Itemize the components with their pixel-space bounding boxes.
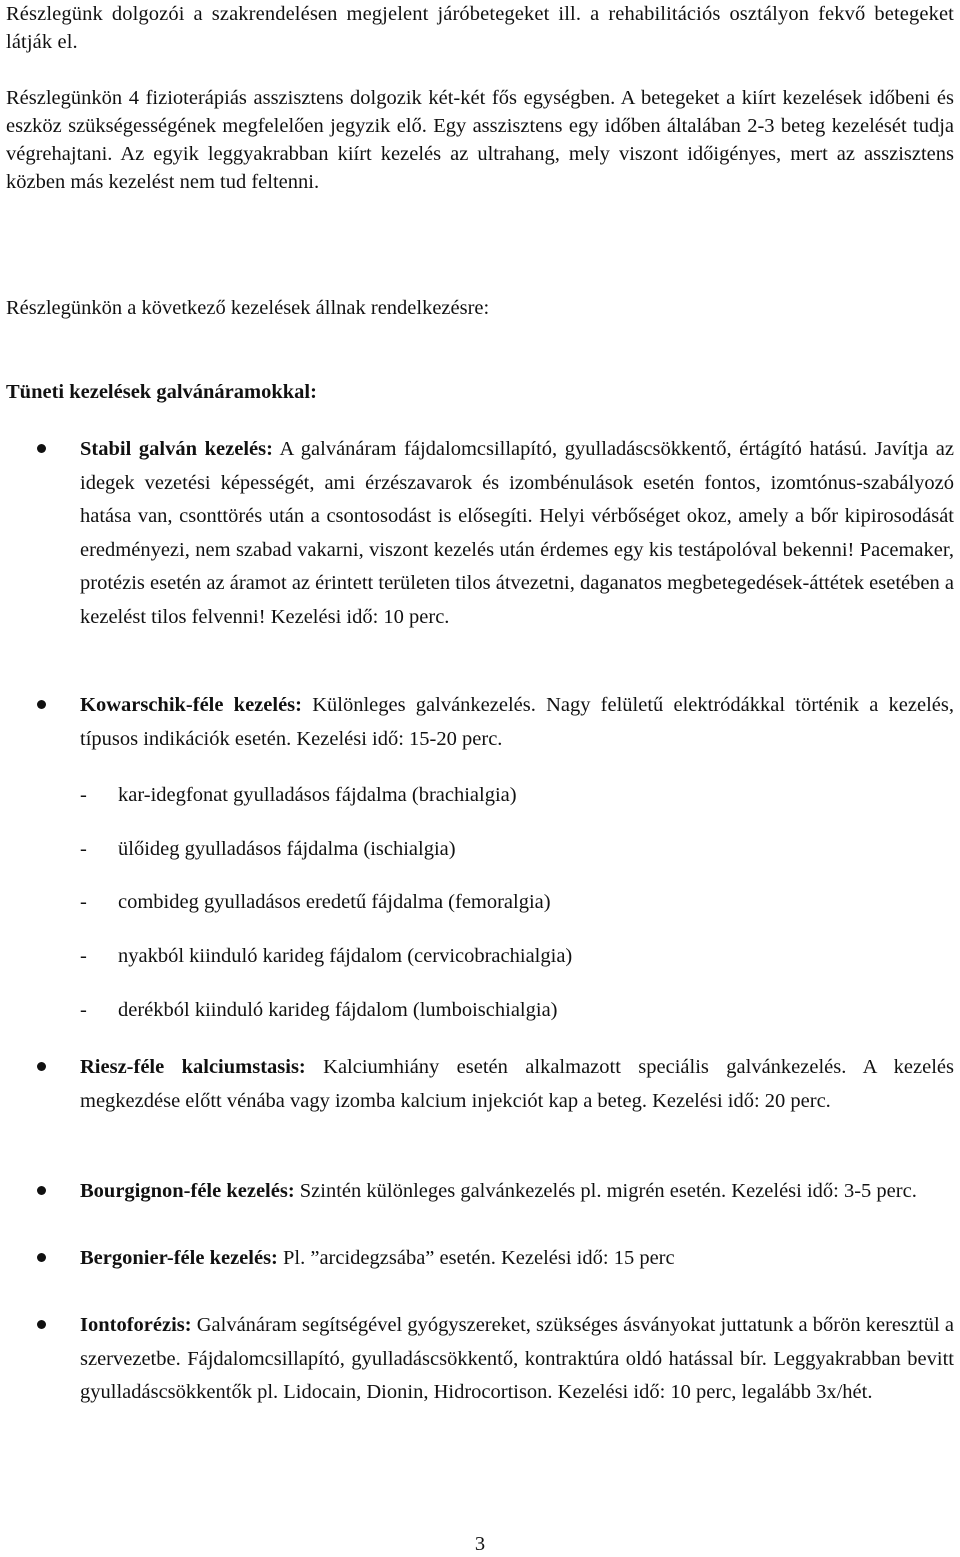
indication-item — [80, 996, 558, 1024]
intro-paragraph: Részlegünk dolgozói a szakrendelésen megjelent járóbetegeket ill. a rehabilitációs osztályon fekvő betegeket látják el. — [6, 3, 954, 53]
treatment-riesz — [80, 1051, 954, 1118]
indication-text: kar-idegfonat gyulladásos fájdalma (brachialgia) — [118, 784, 517, 806]
treatment-name: Stabil galván kezelés: — [80, 438, 273, 460]
treatment-description: Szintén különleges galvánkezelés pl. migrén esetén. Kezelési idő: 3-5 perc. — [294, 1180, 917, 1202]
page-number: 3 — [474, 1533, 486, 1555]
treatment-name: Bergonier-féle kezelés: — [80, 1247, 278, 1269]
treatment-stabil-galvan — [80, 433, 954, 635]
treatment-bourgignon — [80, 1175, 954, 1209]
dash-mark: - — [80, 999, 87, 1021]
dash-mark: - — [80, 838, 87, 860]
indication-text: nyakból kiinduló karideg fájdalom (cervicobrachialgia) — [118, 945, 573, 967]
treatment-name: Bourgignon-féle kezelés: — [80, 1180, 295, 1202]
treatment-name: Iontoforézis: — [80, 1314, 192, 1336]
treatment-bergonier — [80, 1242, 954, 1276]
treatment-name: Riesz-féle kalciumstasis: — [80, 1056, 306, 1078]
indication-item — [80, 835, 456, 863]
indication-item — [80, 781, 517, 809]
staff-paragraph: Részlegünkön 4 fizioterápiás asszisztens dolgozik két-két fős egységben. A betegeket a kiírt kezelések időbeni és eszköz szükségességének megfelelően jegyzik elő. Egy asszisztens egy időben általában 2-3 beteg kezelését tudja végrehajtani. Az egyik leggyakrabban kiírt kezelés az ultrahang, mely viszont időigényes, mert az asszisztens közben más kezelést nem tud feltenni. — [6, 87, 954, 193]
treatment-description: Különleges galvánkezelés. Nagy felületű elektródákkal történik a kezelés, típusos indikációk esetén. Kezelési idő: 15-20 perc. — [80, 694, 954, 750]
indication-text: derékból kiinduló karideg fájdalom (lumboischialgia) — [118, 999, 558, 1021]
dash-mark: - — [80, 891, 87, 913]
treatment-iontoforezis — [80, 1309, 954, 1410]
treatment-description: Pl. ”arcidegzsába” esetén. Kezelési idő: 15 perc — [277, 1247, 675, 1269]
section-heading: Tüneti kezelések galvánáramokkal: — [6, 381, 317, 403]
treatment-description: Galvánáram segítségével gyógyszereket, szükséges ásványokat juttatunk a bőrön keresztül a szervezetbe. Fájdalomcsillapító, gyulladáscsökkentő, kontraktúra oldó hatással bír. Leggyakrabban bevitt gyulladáscsökkentők pl. Lidocain, Dionin, Hidrocortison. Kezelési idő: 10 perc, legalább 3x/hét. — [80, 1314, 954, 1404]
indication-item — [80, 942, 572, 970]
indication-item — [80, 888, 551, 916]
dash-mark: - — [80, 784, 87, 806]
treatment-description: Kalciumhiány esetén alkalmazott speciális galvánkezelés. A kezelés megkezdése előtt vénába vagy izomba kalcium injekciót kap a beteg. Kezelési idő: 20 perc. — [80, 1056, 954, 1112]
treatment-name: Kowarschik-féle kezelés: — [80, 694, 302, 716]
dash-mark: - — [80, 945, 87, 967]
indication-text: combideg gyulladásos eredetű fájdalma (femoralgia) — [118, 891, 551, 913]
indication-text: ülőideg gyulladásos fájdalma (ischialgia) — [118, 838, 456, 860]
available-treatments-paragraph: Részlegünkön a következő kezelések állnak rendelkezésre: — [6, 297, 490, 319]
treatment-kowarschik — [80, 689, 954, 756]
treatment-description: A galvánáram fájdalomcsillapító, gyulladáscsökkentő, értágító hatású. Javítja az idegek vezetési képességét, ami érzészavarok és izombénulások esetén fontos, izomtónus-szabályozó hatása van, csonttörés után a csontosodást is elősegíti. Helyi vérbőséget okoz, amely a bőr kipirosodását eredményezi, nem szabad vakarni, viszont kezelés után érdemes egy kis testápolóval bekenni! Pacemaker, protézis esetén az áramot az érintett területen tilos átvezetni, daganatos megbetegedések-áttétek esetében a kezelést tilos felvenni! Kezelési idő: 10 perc. — [80, 438, 954, 628]
